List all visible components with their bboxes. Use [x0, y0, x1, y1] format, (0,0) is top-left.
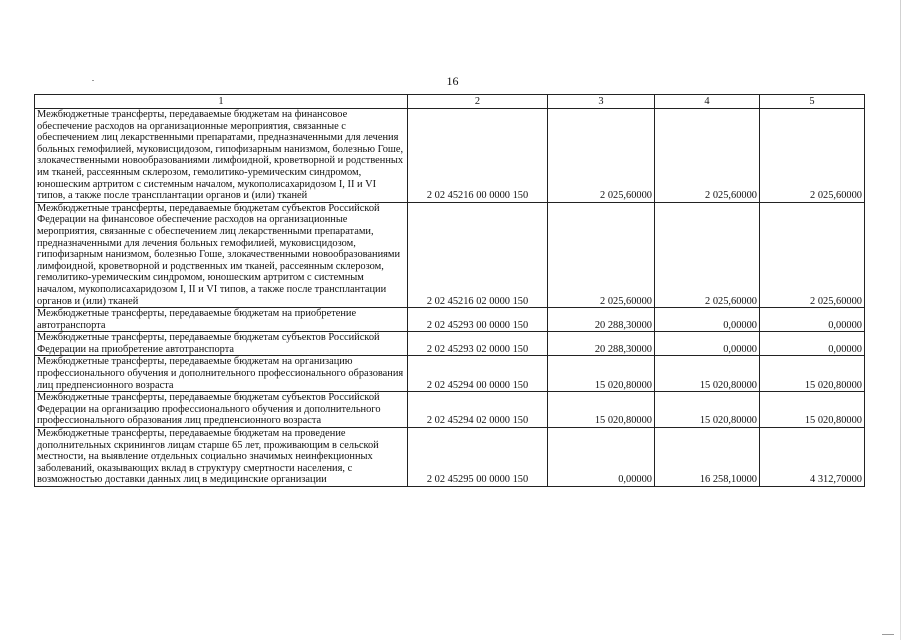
row-name-cell: Межбюджетные трансферты, передаваемые бюджетам на финансовое обеспечение расходов на организационные мероприятия, связанные с обеспечением лиц лекарственными препаратами, предназначенными для лечения больных гемофилией, муковисцидозом, гипофизарным нанизмом, болезнью Гоше, злокачественными новообразованиями лимфоидной, кроветворной и родственных им тканей, рассеянным склерозом, гемолитико-уремическим синдромом, юношеским артритом с системным началом, мукополисахаридозом I, II и VI типов, а также после трансплантации органов и (или) тканей — [35, 109, 408, 203]
row-name-cell: Межбюджетные трансферты, передаваемые бюджетам субъектов Российской Федерации на организацию профессионального обучения и дополнительного профессионального образования лиц предпенсионного возраста — [35, 392, 408, 428]
row-value-col4: 15 020,80000 — [655, 356, 760, 392]
column-header: 4 — [655, 95, 760, 109]
row-value-col3: 20 288,30000 — [548, 332, 655, 356]
row-value-col5: 15 020,80000 — [760, 392, 865, 428]
row-value-col4: 0,00000 — [655, 308, 760, 332]
page-number: 16 — [446, 74, 459, 88]
row-value-col3: 2 025,60000 — [548, 202, 655, 307]
scan-speck — [882, 634, 894, 635]
row-value-col4: 16 258,10000 — [655, 428, 760, 487]
row-name-cell: Межбюджетные трансферты, передаваемые бюджетам субъектов Российской Федерации на приобретение автотранспорта — [35, 332, 408, 356]
budget-table — [34, 94, 865, 487]
column-header: 3 — [548, 95, 655, 109]
table-header-row — [35, 95, 865, 109]
row-value-col4: 2 025,60000 — [655, 202, 760, 307]
table-row — [35, 109, 865, 203]
scan-edge-line — [900, 0, 901, 640]
table-row — [35, 392, 865, 428]
row-value-col3: 20 288,30000 — [548, 308, 655, 332]
column-header: 5 — [760, 95, 865, 109]
row-code-cell: 2 02 45293 00 0000 150 — [408, 308, 548, 332]
row-value-col5: 0,00000 — [760, 332, 865, 356]
row-value-col5: 0,00000 — [760, 308, 865, 332]
column-header: 2 — [408, 95, 548, 109]
table-row — [35, 428, 865, 487]
row-name-cell: Межбюджетные трансферты, передаваемые бюджетам на приобретение автотранспорта — [35, 308, 408, 332]
row-value-col3: 15 020,80000 — [548, 392, 655, 428]
table-row — [35, 356, 865, 392]
table-row — [35, 202, 865, 307]
row-code-cell: 2 02 45295 00 0000 150 — [408, 428, 548, 487]
table-row — [35, 332, 865, 356]
row-value-col4: 15 020,80000 — [655, 392, 760, 428]
row-value-col3: 0,00000 — [548, 428, 655, 487]
row-code-cell: 2 02 45294 00 0000 150 — [408, 356, 548, 392]
row-value-col4: 2 025,60000 — [655, 109, 760, 203]
column-header: 1 — [35, 95, 408, 109]
row-value-col5: 15 020,80000 — [760, 356, 865, 392]
row-code-cell: 2 02 45293 02 0000 150 — [408, 332, 548, 356]
row-value-col5: 2 025,60000 — [760, 109, 865, 203]
row-value-col3: 15 020,80000 — [548, 356, 655, 392]
row-value-col4: 0,00000 — [655, 332, 760, 356]
row-code-cell: 2 02 45294 02 0000 150 — [408, 392, 548, 428]
row-name-cell: Межбюджетные трансферты, передаваемые бюджетам на организацию профессионального обучения и дополнительного профессионального образования лиц предпенсионного возраста — [35, 356, 408, 392]
row-name-cell: Межбюджетные трансферты, передаваемые бюджетам субъектов Российской Федерации на финансовое обеспечение расходов на организационные мероприятия, связанные с обеспечением лиц лекарственными препаратами, предназначенными для лечения больных гемофилией, муковисцидозом, гипофизарным нанизмом, болезнью Гоше, злокачественными новообразованиями лимфоидной, кроветворной и родственных им тканей, рассеянным склерозом, гемолитико-уремическим синдромом, юношеским артритом с системным началом, мукополисахаридозом I, II и VI типов, а также после трансплантации органов и (или) тканей — [35, 202, 408, 307]
table-row — [35, 308, 865, 332]
scan-speck — [92, 80, 94, 81]
row-code-cell: 2 02 45216 02 0000 150 — [408, 202, 548, 307]
row-code-cell: 2 02 45216 00 0000 150 — [408, 109, 548, 203]
row-value-col5: 2 025,60000 — [760, 202, 865, 307]
row-name-cell: Межбюджетные трансферты, передаваемые бюджетам на проведение дополнительных скринингов лицам старше 65 лет, проживающим в сельской местности, на выявление отдельных социально значимых неинфекционных заболеваний, оказывающих вклад в структуру смертности населения, с возможностью доставки данных лиц в медицинские организации — [35, 428, 408, 487]
row-value-col3: 2 025,60000 — [548, 109, 655, 203]
row-value-col5: 4 312,70000 — [760, 428, 865, 487]
